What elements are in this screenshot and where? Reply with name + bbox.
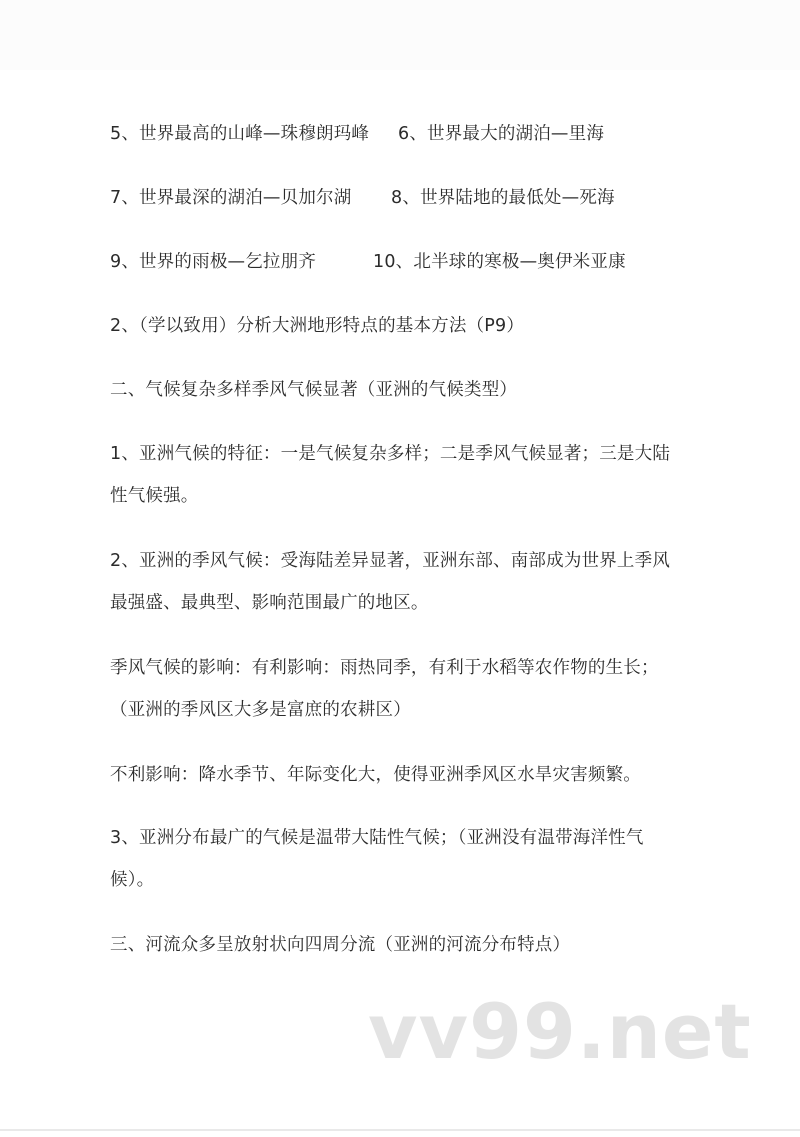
widest-climate-line-2: 候）。: [110, 870, 155, 890]
page-bottom-rule: [0, 1129, 800, 1131]
fact-lowest-land: 8、世界陆地的最低处—死海: [391, 188, 615, 208]
watermark: vv99.net: [368, 987, 752, 1076]
widest-climate-line-1: 3、亚洲分布最广的气候是温带大陆性气候；（亚洲没有温带海洋性气: [110, 828, 644, 848]
fact-rain-pole: 9、世界的雨极—乞拉朋齐: [110, 252, 317, 272]
section-two-heading: 二、气候复杂多样季风气候显著（亚洲的气候类型）: [110, 380, 518, 400]
adverse-impact: 不利影响：降水季节、年际变化大，使得亚洲季风区水旱灾害频繁。: [110, 765, 641, 785]
section-three-heading: 三、河流众多呈放射状向四周分流（亚洲的河流分布特点）: [110, 935, 571, 955]
method-heading: 2、（学以致用）分析大洲地形特点的基本方法（P9）: [110, 316, 525, 336]
fact-largest-lake: 6、世界最大的湖泊—里海: [398, 124, 605, 144]
monsoon-impact-line-1: 季风气候的影响：有利影响：雨热同季，有利于水稻等农作物的生长；: [110, 658, 659, 678]
monsoon-impact-line-2: （亚洲的季风区大多是富庶的农耕区）: [110, 700, 411, 720]
fact-deepest-lake: 7、世界最深的湖泊—贝加尔湖: [110, 188, 352, 208]
fact-cold-pole: 10、北半球的寒极—奥伊米亚康: [373, 252, 626, 272]
fact-highest-peak: 5、世界最高的山峰—珠穆朗玛峰: [110, 124, 370, 144]
monsoon-climate-line-1: 2、亚洲的季风气候：受海陆差异显著，亚洲东部、南部成为世界上季风: [110, 551, 671, 571]
climate-features-line-1: 1、亚洲气候的特征：一是气候复杂多样；二是季风气候显著；三是大陆: [110, 444, 671, 464]
climate-features-line-2: 性气候强。: [110, 486, 199, 506]
monsoon-climate-line-2: 最强盛、最典型、影响范围最广的地区。: [110, 593, 429, 613]
